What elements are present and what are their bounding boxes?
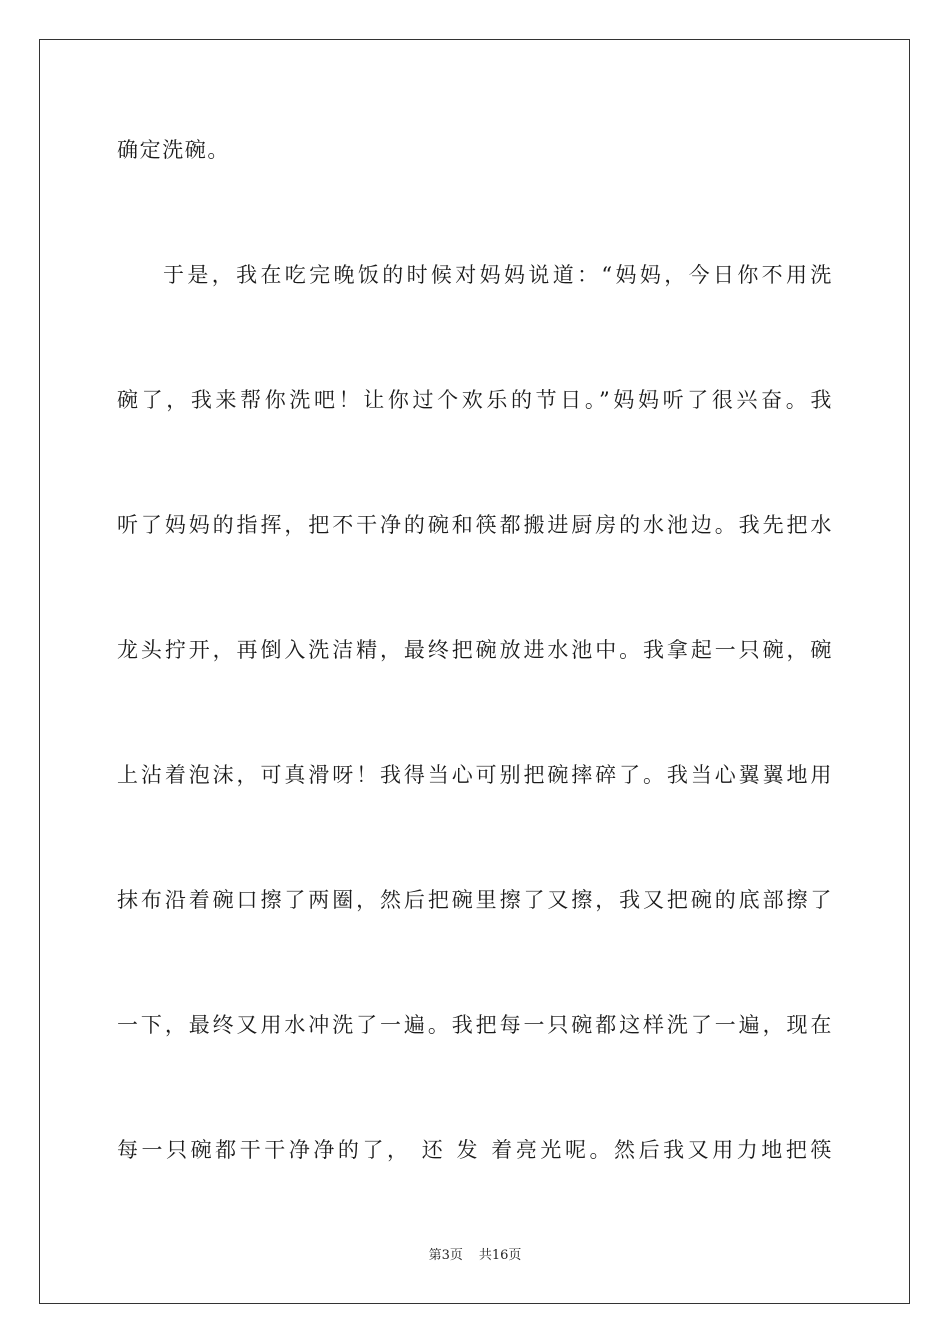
paragraph-line: 上沾着泡沫，可真滑呀！我得当心可别把碗摔碎了。我当心翼翼地用 bbox=[117, 763, 833, 787]
paragraph-line: 每一只碗都干干净净的了， 还 发 着亮光呢。然后我又用力地把筷 bbox=[117, 1138, 833, 1162]
paragraph-line: 碗了，我来帮你洗吧！让你过个欢乐的节日。”妈妈听了很兴奋。我 bbox=[117, 388, 833, 412]
paragraph-line: 听了妈妈的指挥，把不干净的碗和筷都搬进厨房的水池边。我先把水 bbox=[117, 513, 833, 537]
paragraph-line: 确定洗碗。 bbox=[117, 138, 230, 162]
paragraph-line: 龙头拧开，再倒入洗洁精，最终把碗放进水池中。我拿起一只碗，碗 bbox=[117, 638, 833, 662]
paragraph-line: 一下，最终又用水冲洗了一遍。我把每一只碗都这样洗了一遍，现在 bbox=[117, 1013, 833, 1037]
total-pages: 共16页 bbox=[478, 1248, 522, 1263]
paragraph-line: 于是，我在吃完晚饭的时候对妈妈说道：“妈妈，今日你不用洗 bbox=[163, 263, 833, 287]
page-footer bbox=[0, 1244, 950, 1263]
page-number: 第3页 bbox=[428, 1248, 463, 1263]
paragraph-line: 抹布沿着碗口擦了两圈，然后把碗里擦了又擦，我又把碗的底部擦了 bbox=[117, 888, 833, 912]
document-body bbox=[117, 122, 833, 1247]
